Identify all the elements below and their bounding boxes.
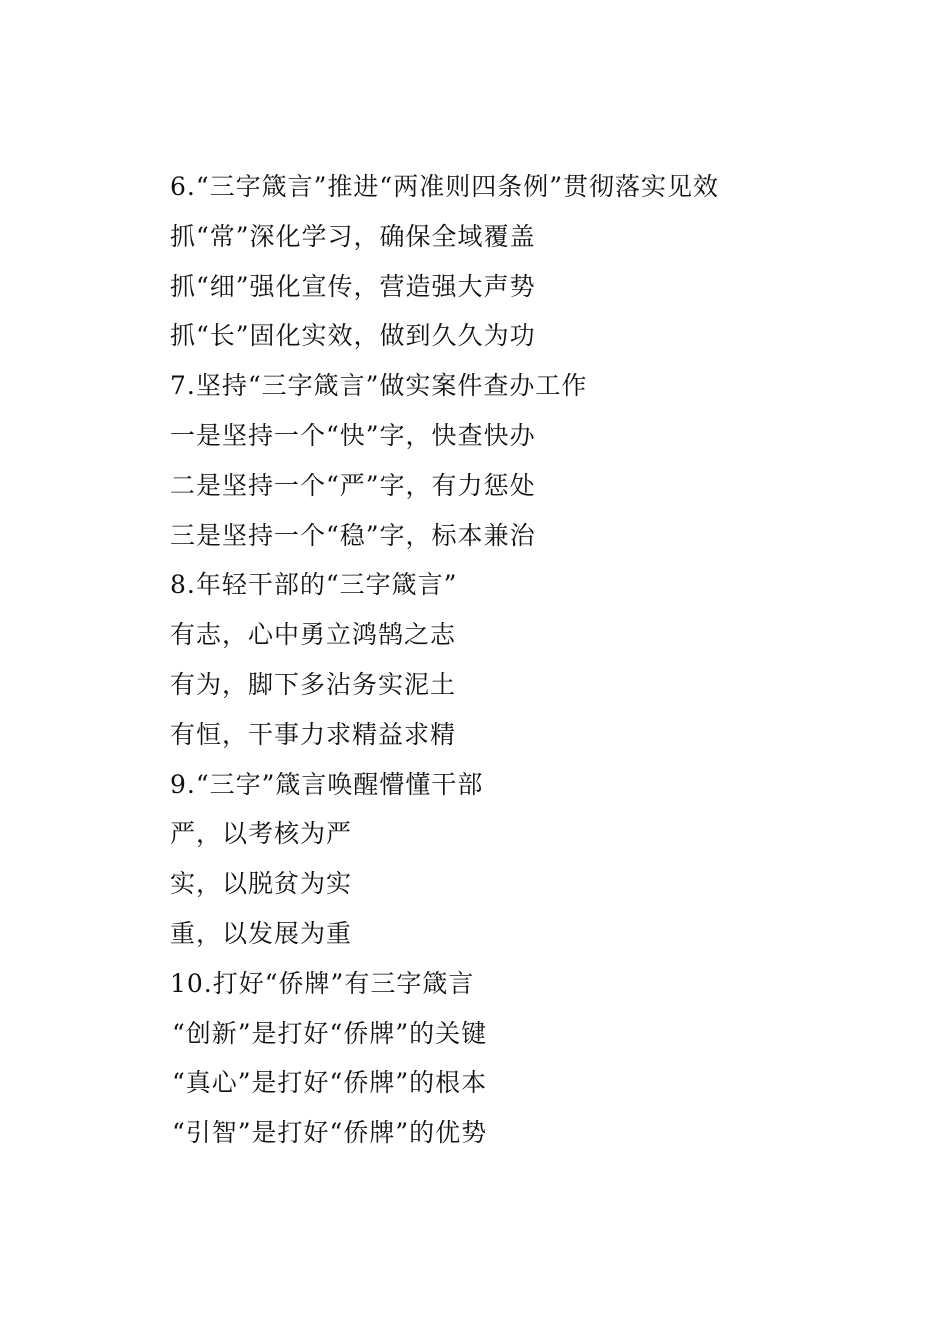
list-item: 严，以考核为严 (170, 819, 353, 849)
heading-8: 8.年轻干部的“三字箴言” (170, 570, 458, 600)
heading-10: 10.打好“侨牌”有三字箴言 (170, 968, 475, 998)
list-item: 实，以脱贫为实 (170, 869, 353, 899)
document-body (170, 162, 890, 1158)
list-item: 有恒，干事力求精益求精 (170, 719, 457, 749)
heading-9: 9.“三字”箴言唤醒懵懂干部 (170, 769, 484, 799)
list-item: 有志，心中勇立鸿鹄之志 (170, 620, 457, 650)
list-item: “引智”是打好“侨牌”的优势 (172, 1118, 488, 1148)
list-item: 重，以发展为重 (170, 918, 353, 948)
list-item: 抓“常”深化学习，确保全域覆盖 (170, 221, 536, 251)
list-item: 二是坚持一个“严”字，有力惩处 (170, 470, 536, 500)
list-item: 一是坚持一个“快”字，快查快办 (170, 420, 536, 450)
list-item: “真心”是打好“侨牌”的根本 (172, 1068, 488, 1098)
list-item: 三是坚持一个“稳”字，标本兼治 (170, 520, 536, 550)
list-item: 抓“细”强化宣传，营造强大声势 (170, 271, 536, 301)
list-item: “创新”是打好“侨牌”的关键 (172, 1018, 488, 1048)
list-item: 有为，脚下多沾务实泥土 (170, 669, 457, 699)
heading-7: 7.坚持“三字箴言”做实案件查办工作 (170, 371, 588, 401)
list-item: 抓“长”固化实效，做到久久为功 (170, 321, 536, 351)
heading-6: 6.“三字箴言”推进“两准则四条例”贯彻落实见效 (170, 172, 719, 201)
